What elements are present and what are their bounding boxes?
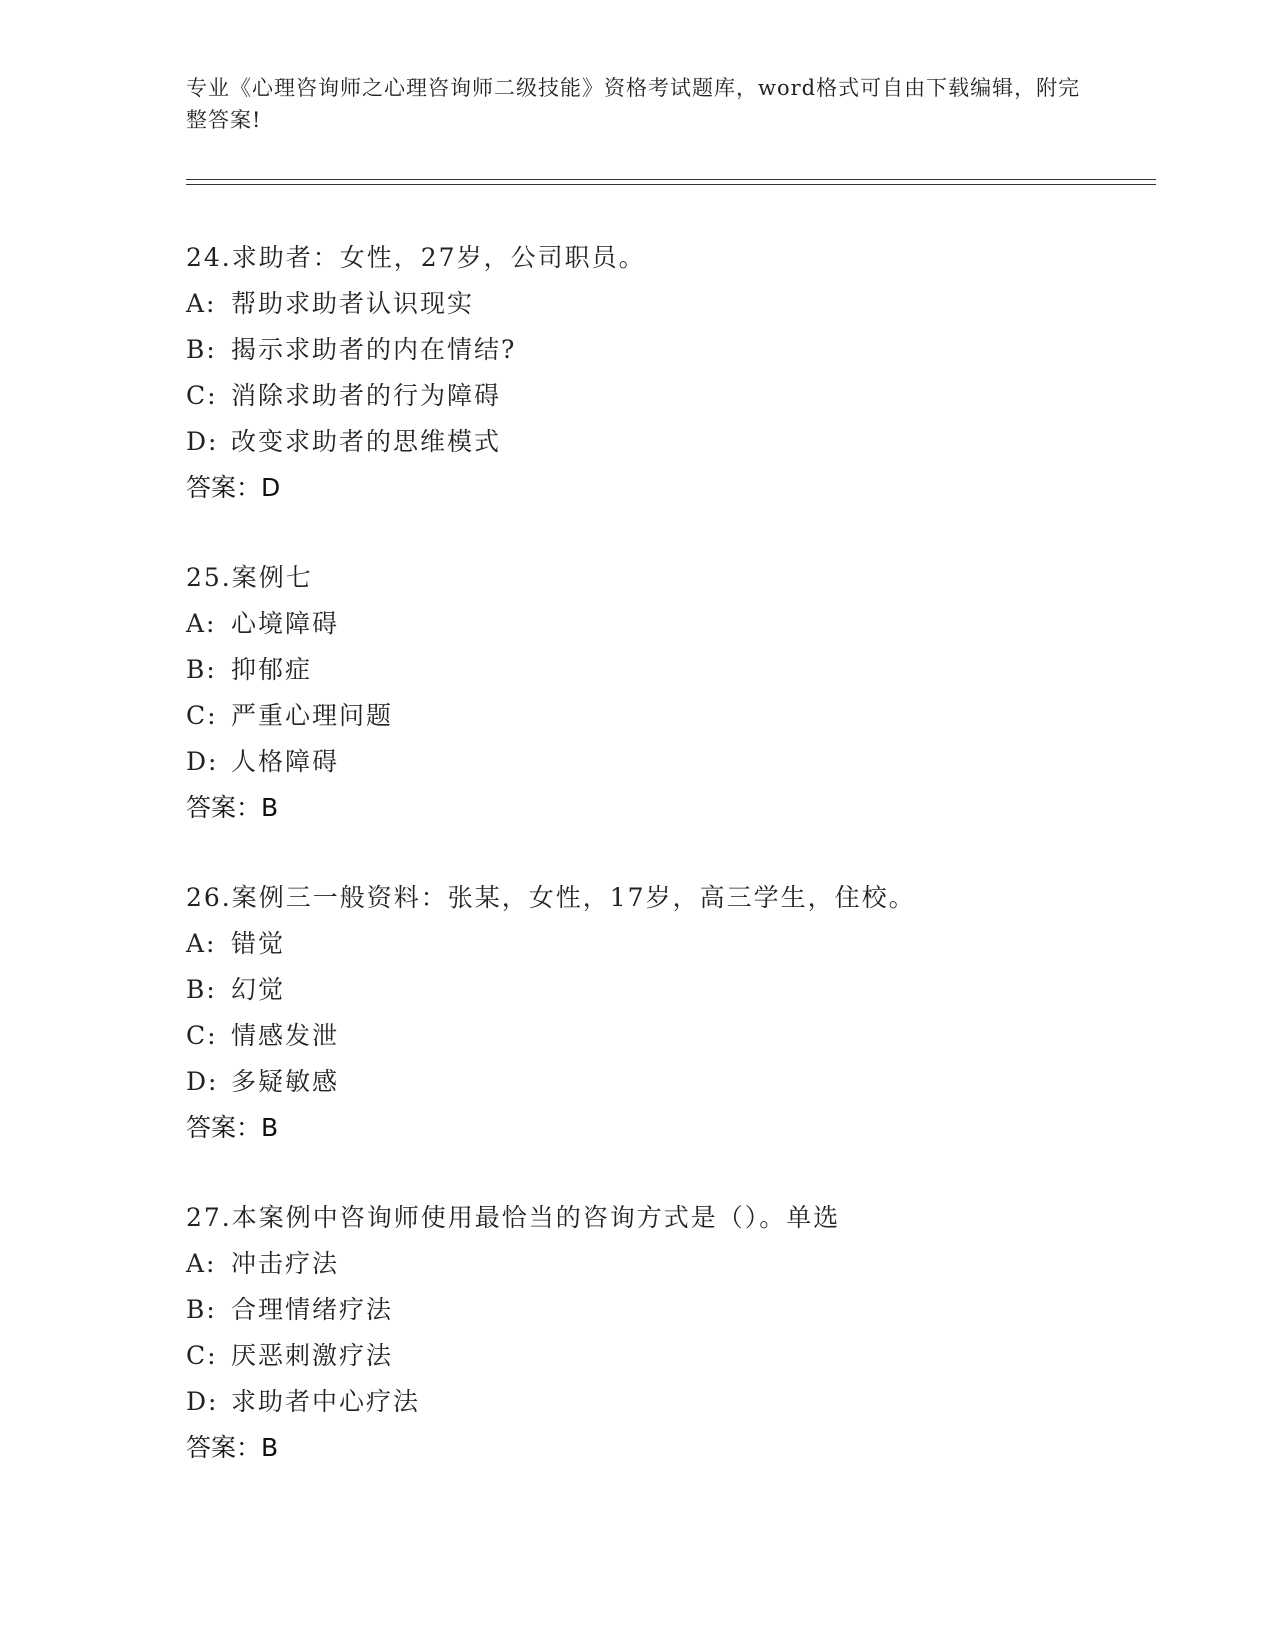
option-a bbox=[186, 1241, 1146, 1287]
option-b bbox=[186, 967, 1146, 1013]
option-text: 人格障碍 bbox=[231, 747, 340, 776]
option-c bbox=[186, 693, 1146, 739]
option-a bbox=[186, 921, 1146, 967]
option-text: 错觉 bbox=[231, 929, 286, 958]
question-stem: 25.案例七 bbox=[186, 563, 313, 592]
option-letter: D: bbox=[186, 1067, 219, 1096]
option-letter: C: bbox=[186, 701, 218, 730]
option-c bbox=[186, 1013, 1146, 1059]
question-stem: 26.案例三一般资料：张某，女性，17岁，高三学生，住校。 bbox=[186, 883, 916, 912]
option-text: 情感发泄 bbox=[231, 1021, 340, 1050]
option-d bbox=[186, 1379, 1146, 1425]
option-letter: A: bbox=[186, 929, 217, 958]
option-letter: B: bbox=[186, 1295, 217, 1324]
option-text: 抑郁症 bbox=[231, 655, 313, 684]
option-b bbox=[186, 327, 1146, 373]
question-27 bbox=[186, 1195, 1146, 1471]
option-a bbox=[186, 281, 1146, 327]
option-letter: D: bbox=[186, 427, 219, 456]
answer: 答案：D bbox=[186, 473, 281, 502]
question-stem: 24.求助者：女性，27岁，公司职员。 bbox=[186, 243, 646, 272]
option-text: 消除求助者的行为障碍 bbox=[231, 381, 502, 410]
option-letter: C: bbox=[186, 381, 218, 410]
option-c bbox=[186, 373, 1146, 419]
option-letter: B: bbox=[186, 975, 217, 1004]
option-text: 求助者中心疗法 bbox=[231, 1387, 421, 1416]
option-letter: C: bbox=[186, 1021, 218, 1050]
question-26 bbox=[186, 875, 1146, 1151]
option-text: 揭示求助者的内在情结? bbox=[231, 335, 517, 364]
option-letter: A: bbox=[186, 1249, 217, 1278]
option-text: 合理情绪疗法 bbox=[231, 1295, 394, 1324]
option-c bbox=[186, 1333, 1146, 1379]
option-text: 冲击疗法 bbox=[231, 1249, 340, 1278]
question-24 bbox=[186, 235, 1146, 511]
header-divider-top bbox=[186, 179, 1156, 180]
question-25 bbox=[186, 555, 1146, 831]
option-text: 帮助求助者认识现实 bbox=[231, 289, 475, 318]
option-text: 改变求助者的思维模式 bbox=[231, 427, 502, 456]
header-divider-bottom bbox=[186, 184, 1156, 185]
option-letter: C: bbox=[186, 1341, 218, 1370]
option-letter: A: bbox=[186, 609, 217, 638]
option-text: 严重心理问题 bbox=[231, 701, 394, 730]
option-d bbox=[186, 739, 1146, 785]
option-a bbox=[186, 601, 1146, 647]
option-text: 厌恶刺激疗法 bbox=[231, 1341, 394, 1370]
option-b bbox=[186, 647, 1146, 693]
option-letter: D: bbox=[186, 747, 219, 776]
option-text: 心境障碍 bbox=[231, 609, 340, 638]
option-text: 幻觉 bbox=[231, 975, 286, 1004]
option-letter: B: bbox=[186, 335, 217, 364]
option-letter: D: bbox=[186, 1387, 219, 1416]
option-letter: B: bbox=[186, 655, 217, 684]
answer: 答案：B bbox=[186, 1113, 279, 1142]
option-text: 多疑敏感 bbox=[231, 1067, 340, 1096]
document-intro: 专业《心理咨询师之心理咨询师二级技能》资格考试题库，word格式可自由下载编辑，附完整答案! bbox=[186, 76, 1081, 132]
answer: 答案：B bbox=[186, 1433, 279, 1462]
option-d bbox=[186, 1059, 1146, 1105]
option-b bbox=[186, 1287, 1146, 1333]
question-list bbox=[186, 235, 1146, 1515]
answer: 答案：B bbox=[186, 793, 279, 822]
option-letter: A: bbox=[186, 289, 217, 318]
option-d bbox=[186, 419, 1146, 465]
question-stem: 27.本案例中咨询师使用最恰当的咨询方式是（）。单选 bbox=[186, 1203, 841, 1232]
